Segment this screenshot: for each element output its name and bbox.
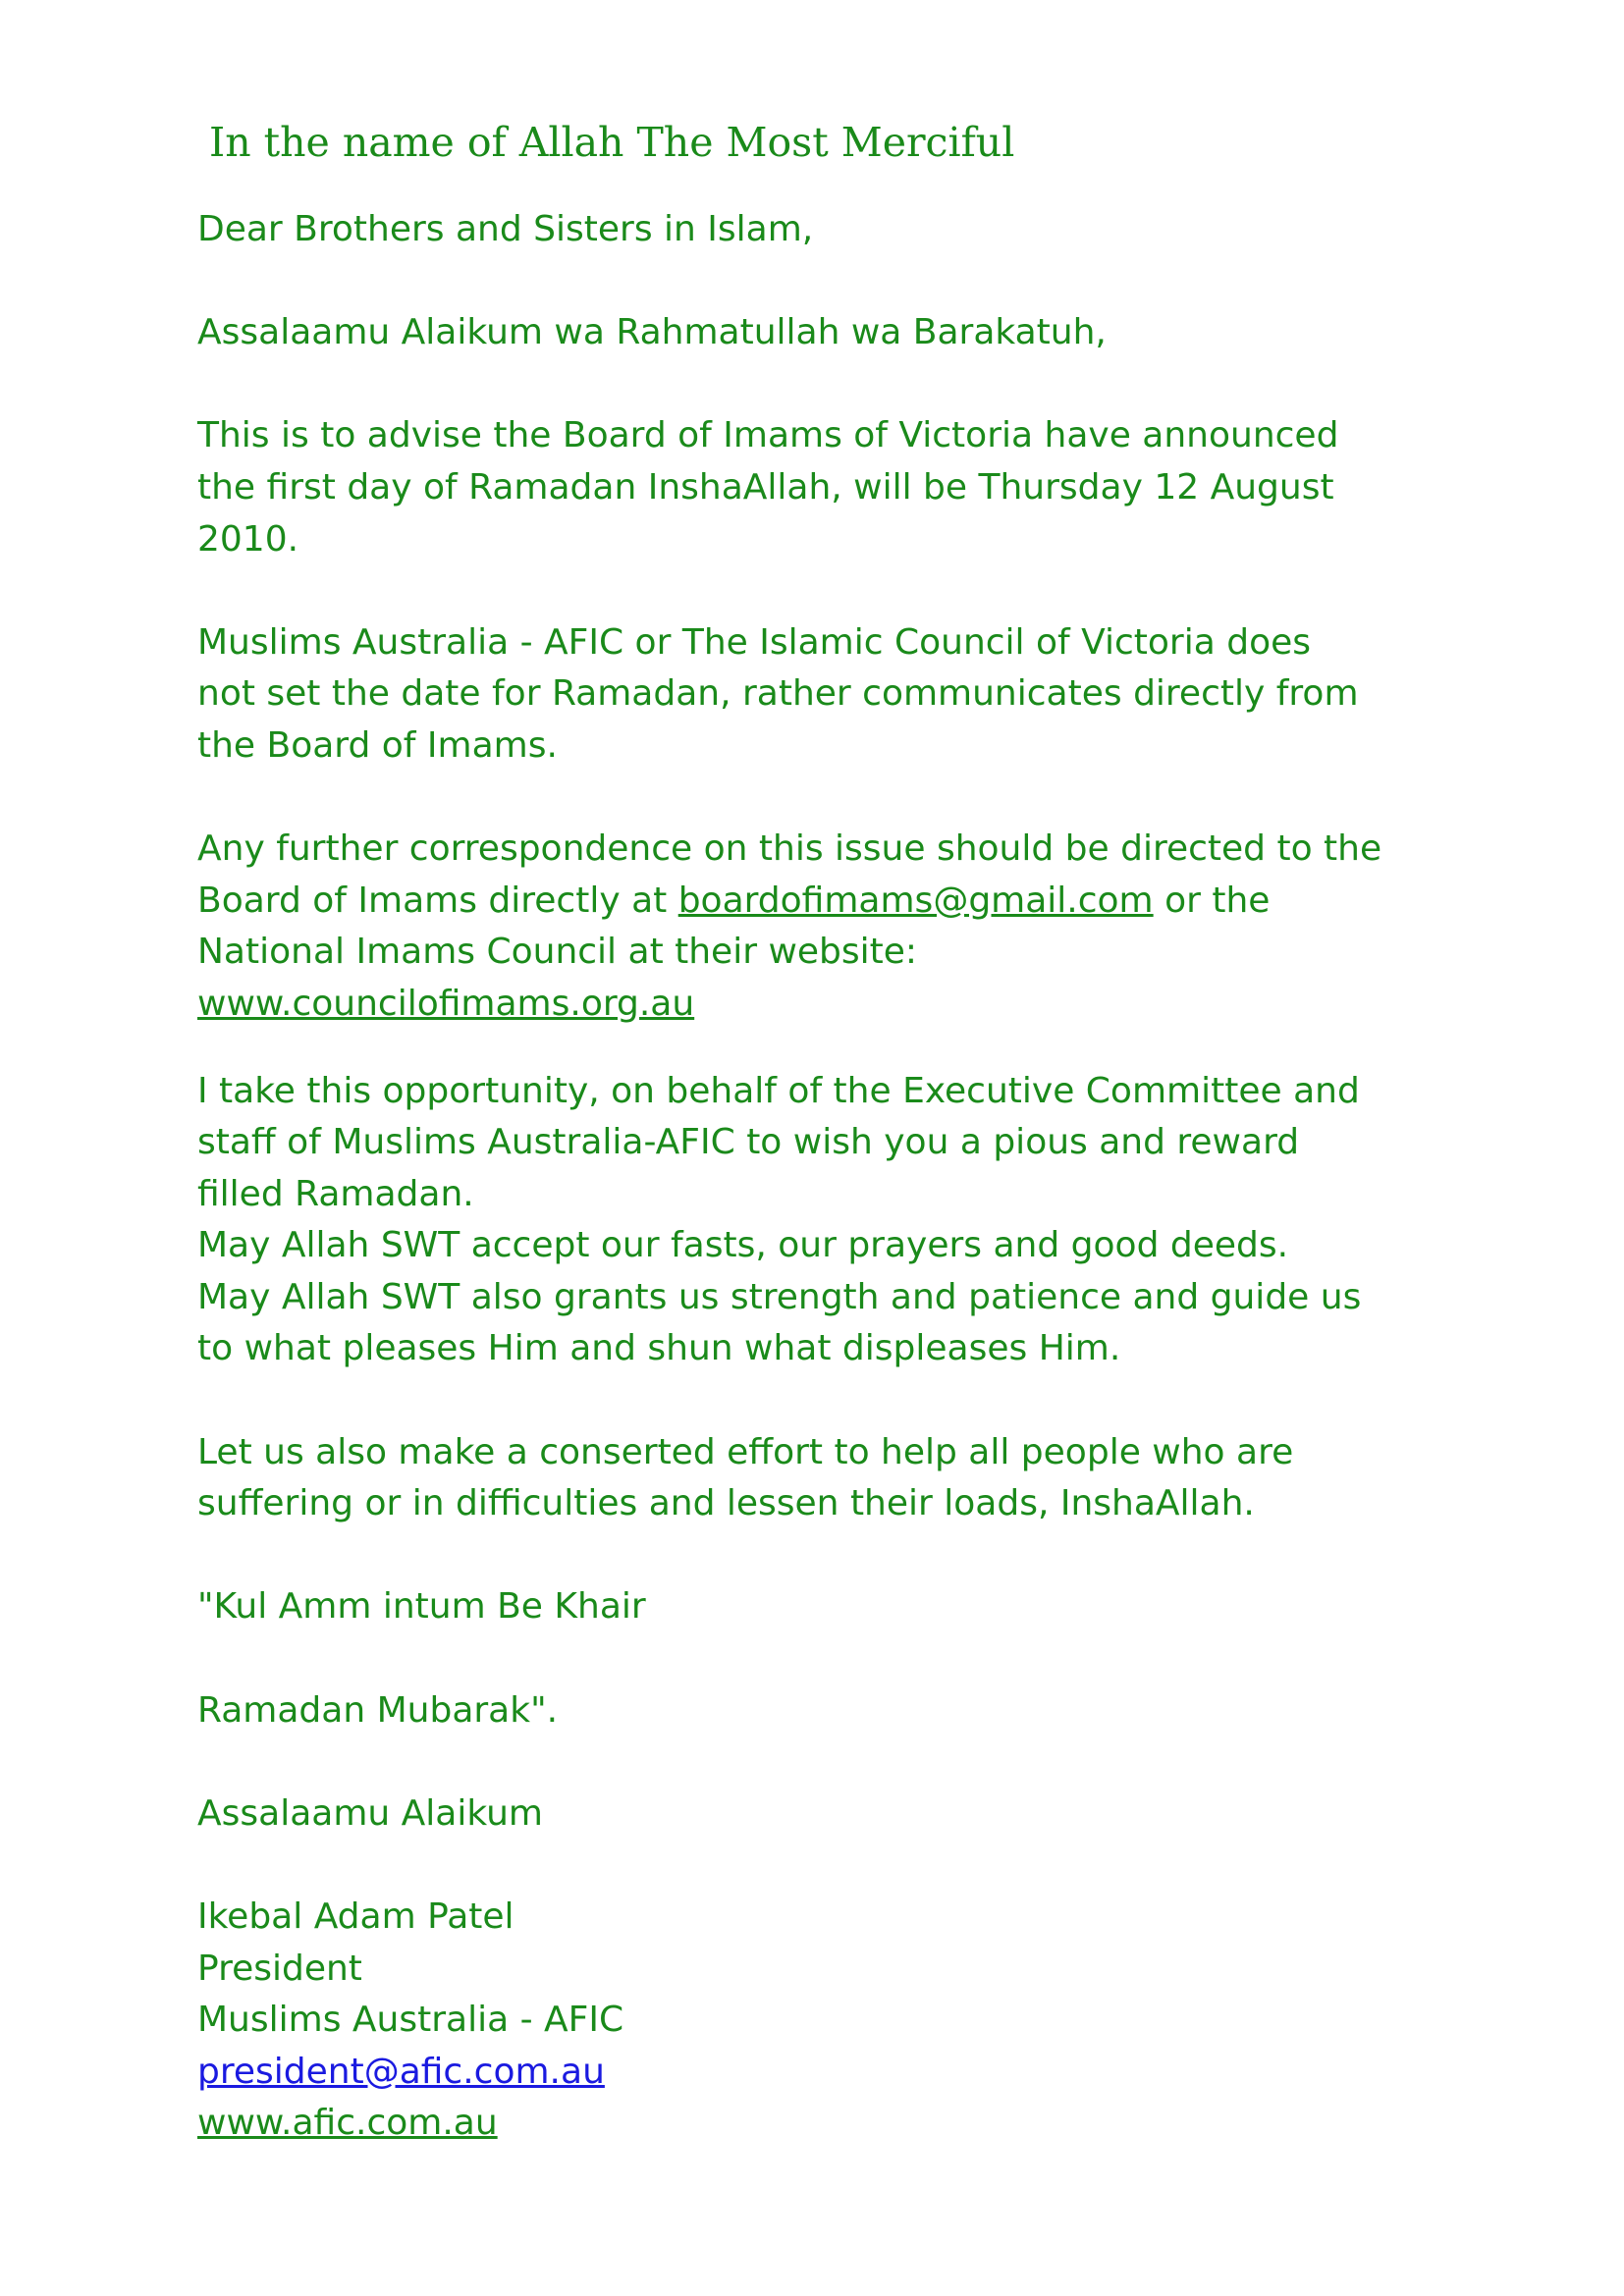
signer-organization: Muslims Australia - AFIC [197,2000,624,2041]
text-line: filled Ramadan. [197,1173,474,1214]
text-line: the first day of Ramadan InshaAllah, will be Thursday 12 August [197,466,1334,507]
text-line: National Imams Council at their website: [197,932,918,973]
paragraph-correspondence [197,824,1493,1030]
text-line [197,2047,1493,2099]
signer-role: President [197,1948,362,1989]
text-line: Let us also make a conserted effort to help all people who are [197,1431,1294,1472]
afic-website-link[interactable]: www.afic.com.au [197,2103,498,2144]
text-line: I take this opportunity, on behalf of the Executive Committee and [197,1070,1360,1111]
text-line: staff of Muslims Australia-AFIC to wish you a pious and reward [197,1122,1300,1163]
paragraph-help [197,1427,1493,1530]
signer-name: Ikebal Adam Patel [197,1896,514,1937]
text-line [197,2098,1493,2150]
text-line: May Allah SWT accept our fasts, our prayers and good deeds. [197,1225,1289,1266]
closing: Assalaamu Alaikum [197,1792,543,1834]
quote-line: "Kul Amm intum Be Khair [197,1586,646,1628]
paragraph-announcement [197,410,1493,565]
board-email-link[interactable]: boardofimams@gmail.com [677,880,1154,921]
paragraph-wishes [197,1066,1493,1376]
text-line: This is to advise the Board of Imams of Victoria have announced [197,415,1339,456]
text-line: to what pleases Him and shun what displeases Him. [197,1328,1121,1369]
text-line: the Board of Imams. [197,724,558,766]
quote-line: Ramadan Mubarak". [197,1689,559,1731]
letter-title: In the name of Allah The Most Merciful [209,119,1015,166]
text-line: May Allah SWT also grants us strength and patience and guide us [197,1276,1362,1317]
text-line: Any further correspondence on this issue should be directed to the [197,828,1382,870]
text-line: 2010. [197,518,299,560]
text-line: suffering or in difficulties and lessen their loads, InshaAllah. [197,1483,1255,1524]
text-fragment: or the [1153,880,1271,921]
council-website-link[interactable]: www.councilofimams.org.au [197,983,695,1024]
text-line [197,876,1493,928]
text-fragment: Board of Imams directly at [197,880,678,921]
text-line [197,979,1493,1031]
president-email-link[interactable]: president@afic.com.au [197,2051,605,2092]
paragraph-date-authority [197,617,1493,773]
greeting: Dear Brothers and Sisters in Islam, [197,209,814,249]
salutation: Assalaamu Alaikum wa Rahmatullah wa Barakatuh, [197,312,1107,353]
text-line: Muslims Australia - AFIC or The Islamic Council of Victoria does [197,621,1311,663]
signature-block [197,1892,1493,2150]
text-line: not set the date for Ramadan, rather communicates directly from [197,673,1359,715]
letter-body [197,204,1493,2150]
